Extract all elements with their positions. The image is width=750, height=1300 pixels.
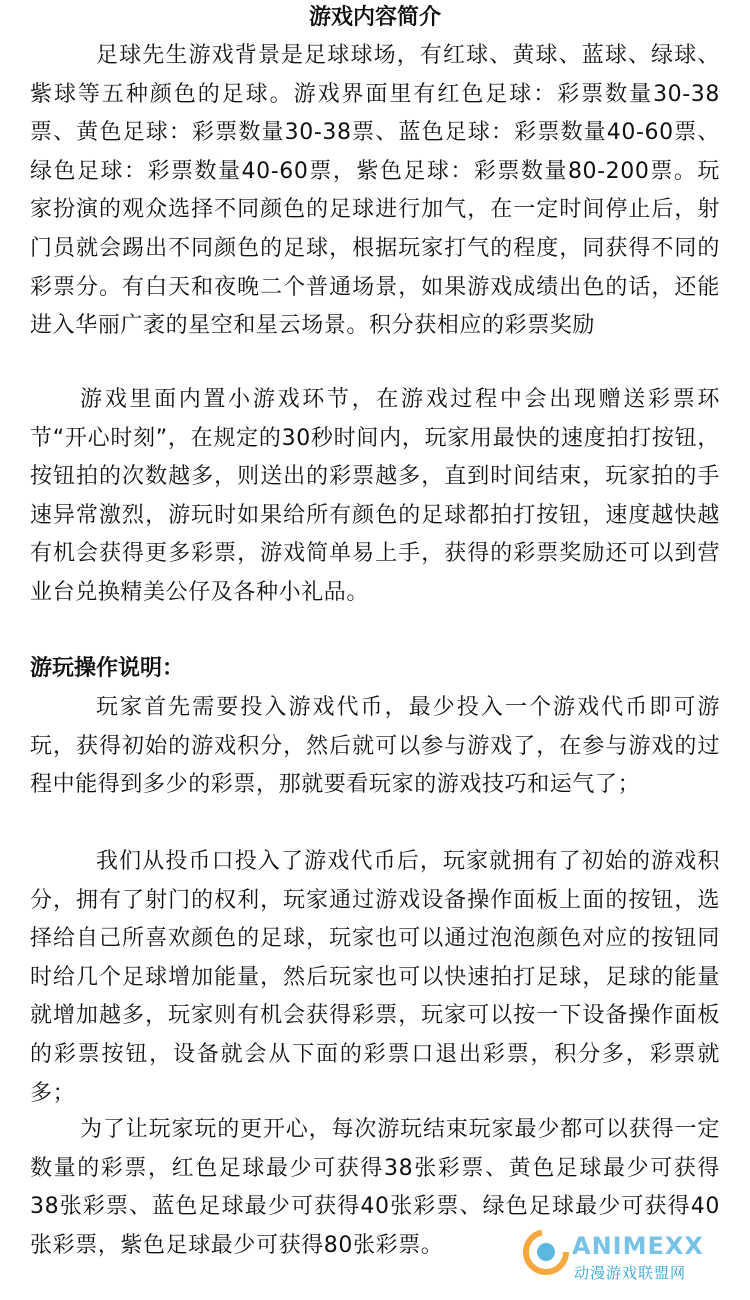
- site-watermark: [520, 1222, 746, 1294]
- watermark-subtitle: 动漫游戏联盟网: [574, 1264, 687, 1282]
- watermark-logo-icon: [520, 1222, 746, 1294]
- intro-paragraph-background: 足球先生游戏背景是足球球场，有红球、黄球、蓝球、绿球、紫球等五种颜色的足球。游戏界面里有红色足球：彩票数量30-38票、黄色足球：彩票数量30-38票、蓝色足球：彩票数量40-60票、绿色足球：彩票数量40-60票，紫色足球：彩票数量80-200票。玩家扮演的观众选择不同颜色的足球进行加气，在一定时间停止后，射门员就会踢出不同颜色的足球，根据玩家打气的程度，同获得不同的彩票分。有白天和夜晚二个普通场景，如果游戏成绩出色的话，还能进入华丽广袤的星空和星云场景。积分获相应的彩票奖励: [30, 43, 720, 339]
- instructions-paragraph-operation: 我们从投币口投入了游戏代币后，玩家就拥有了初始的游戏积分，拥有了射门的权利，玩家通过游戏设备操作面板上面的按钮，选择给自己所喜欢颜色的足球，玩家也可以通过泡泡颜色对应的按钮同时给几个足球增加能量，然后玩家也可以快速拍打足球，足球的能量就增加越多，玩家则有机会获得彩票，玩家可以按一下设备操作面板的彩票按钮，设备就会从下面的彩票口退出彩票，积分多，彩票就多；: [30, 849, 720, 1106]
- instructions-paragraph-coins: 玩家首先需要投入游戏代币，最少投入一个游戏代币即可游玩，获得初始的游戏积分，然后就可以参与游戏了，在参与游戏的过程中能得到多少的彩票，那就要看玩家的游戏技巧和运气了；: [30, 695, 720, 798]
- document-title: 游戏内容简介: [308, 5, 441, 30]
- svg-text:ANIMEXX: ANIMEXX: [572, 1232, 704, 1260]
- intro-paragraph-minigame: 游戏里面内置小游戏环节，在游戏过程中会出现赠送彩票环节“开心时刻”，在规定的30秒时间内，玩家用最快的速度拍打按钮，按钮拍的次数越多，则送出的彩票越多，直到时间结束，玩家拍的手速异常激烈，游玩时如果给所有颜色的足球都拍打按钮，速度越快越有机会获得更多彩票，游戏简单易上手，获得的彩票奖励还可以到营业台兑换精美公仔及各种小礼品。: [30, 387, 720, 605]
- instructions-paragraph-rewards: 为了让玩家玩的更开心，每次游玩结束玩家最少都可以获得一定数量的彩票，红色足球最少可获得38张彩票、黄色足球最少可获得38张彩票、蓝色足球最少可获得40张彩票、绿色足球最少可获得40张彩票，紫色足球最少可获得80张彩票。: [30, 1117, 720, 1258]
- section-heading-instructions: 游玩操作说明：: [30, 656, 185, 681]
